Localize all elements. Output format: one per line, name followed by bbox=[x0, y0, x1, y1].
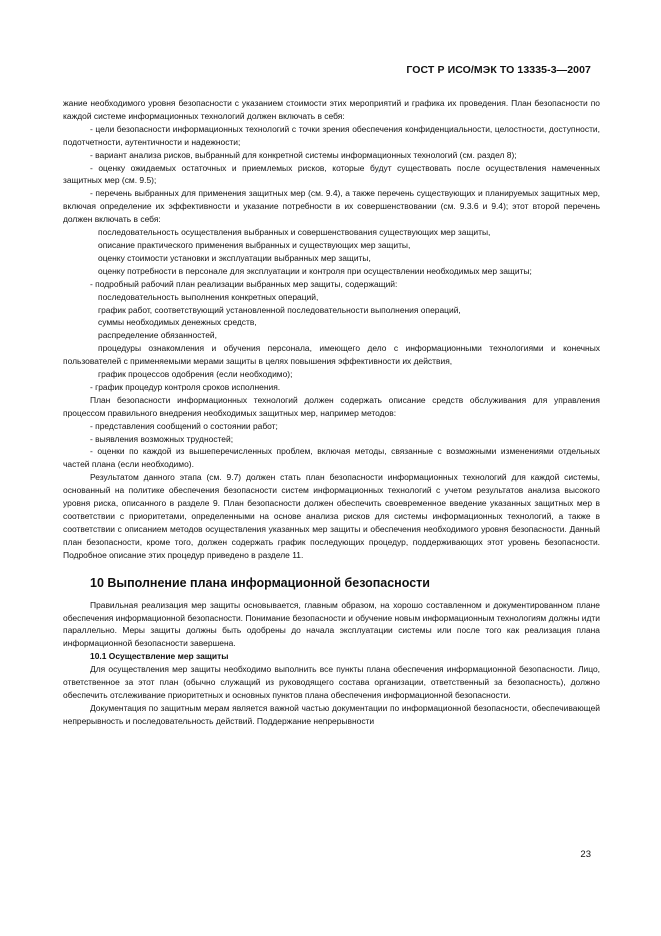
list-item: - выявления возможных трудностей; bbox=[90, 433, 234, 444]
sub-list-item: последовательность выполнения конкретных операций, bbox=[98, 291, 319, 302]
sub-list-item: суммы необходимых денежных средств, bbox=[98, 317, 257, 328]
list-item: - представления сообщений о состоянии работ; bbox=[90, 420, 278, 431]
list-item: - вариант анализа рисков, выбранный для конкретной системы информационных технологий (см. раздел 8); bbox=[90, 149, 517, 160]
paragraph: жание необходимого уровня безопасности с указанием стоимости этих мероприятий и графика их проведения. План безопасности по каждой системе информационных технологий должен включать в себя: bbox=[63, 98, 600, 121]
subsection-title: 10.1 Осуществление мер защиты bbox=[90, 651, 229, 662]
list-item: - оценку ожидаемых остаточных и приемлемых рисков, которые будут существовать после осуществления намеченных защитных мер (см. 9.5); bbox=[63, 162, 600, 186]
sub-list-item: оценку потребности в персонале для эксплуатации и контроля при осуществлении необходимых мер защиты; bbox=[98, 265, 532, 276]
list-item: - подробный рабочий план реализации выбранных мер защиты, содержащий: bbox=[90, 278, 398, 289]
sub-list-item: график работ, соответствующий установленной последовательности выполнения операций, bbox=[98, 304, 461, 315]
sub-list-item: последовательность осуществления выбранных и совершенствования существующих мер защиты, bbox=[98, 227, 491, 238]
paragraph: Для осуществления мер защиты необходимо выполнить все пункты плана обеспечения информационной безопасности. Лицо, ответственное за этот план (обычно служащий из руководящего состава организации, ответственный за безопасность), должно обеспечить отслеживание приоритетных и основных пунктов плана обеспечения информационной безопасности. bbox=[63, 664, 600, 700]
sub-list-item: процедуры ознакомления и обучения персонала, имеющего дело с информационными технологиями и конечных пользователей с применяемыми мерами защиты в целях повышения эффективности их действия, bbox=[63, 343, 600, 367]
paragraph: План безопасности информационных технологий должен содержать описание средств обслуживания для управления процессом правильного внедрения необходимых защитных мер, например методов: bbox=[63, 394, 600, 418]
document-code-header: ГОСТ Р ИСО/МЭК ТО 13335-3—2007 bbox=[406, 64, 591, 76]
list-item: - перечень выбранных для применения защитных мер (см. 9.4), а также перечень существующих и планируемых защитных мер, включая определение их эффективности и указание потребности в их совершенствовании (см. 9.3.6 и 9.4); этот второй перечень должен включать в себя: bbox=[63, 188, 600, 225]
paragraph: Документация по защитным мерам является важной частью документации по информационной безопасности, обеспечивающей непрерывность и последовательность действий. Поддержание непрерывности bbox=[63, 702, 600, 726]
page-number: 23 bbox=[580, 849, 591, 860]
paragraph: Правильная реализация мер защиты основывается, главным образом, на хорошо составленном и документированном плане обеспечения информационной безопасности. Понимание безопасности и обучение новым информационным технологиям должны идти параллельно. Меры защиты должны быть одобрены до начала эксплуатации системы или после того как реализация плана информационной безопасности завершена. bbox=[63, 599, 600, 649]
section-title: 10 Выполнение плана информационной безопасности bbox=[90, 575, 430, 590]
list-item: - оценки по каждой из вышеперечисленных проблем, включая методы, связанные с возможными изменениями отдельных частей плана (если необходимо). bbox=[63, 446, 600, 470]
sub-list-item: график процессов одобрения (если необходимо); bbox=[98, 369, 293, 380]
sub-list-item: распределение обязанностей, bbox=[98, 330, 217, 341]
sub-list-item: описание практического применения выбранных и существующих мер защиты, bbox=[98, 239, 411, 250]
list-item: - цели безопасности информационных технологий с точки зрения обеспечения конфиденциальности, целостности, доступности, подотчетности, аутентичности и надежности; bbox=[63, 123, 600, 147]
page-content bbox=[63, 97, 600, 728]
list-item: - график процедур контроля сроков исполнения. bbox=[90, 381, 281, 392]
paragraph: Результатом данного этапа (см. 9.7) должен стать план безопасности информационных технологий для каждой системы, основанный на политике обеспечения безопасности систем информационных технологий с учетом результатов анализа высокого уровня риска, описанного в разделе 9. План безопасности должен обеспечить своевременное введение указанных защитных мер в соответствии с приоритетами, определенными на основе анализа рисков для системы информационных технологий, а также в соответствии с описанием методов осуществления указанных мер защиты и обеспечения необходимого уровня безопасности. Данный план безопасности, кроме того, должен содержать график последующих процедур, поддерживающих этот уровень безопасности. Подробное описание этих процедур приведено в разделе 11. bbox=[63, 472, 600, 560]
sub-list-item: оценку стоимости установки и эксплуатации выбранных мер защиты, bbox=[98, 252, 371, 263]
